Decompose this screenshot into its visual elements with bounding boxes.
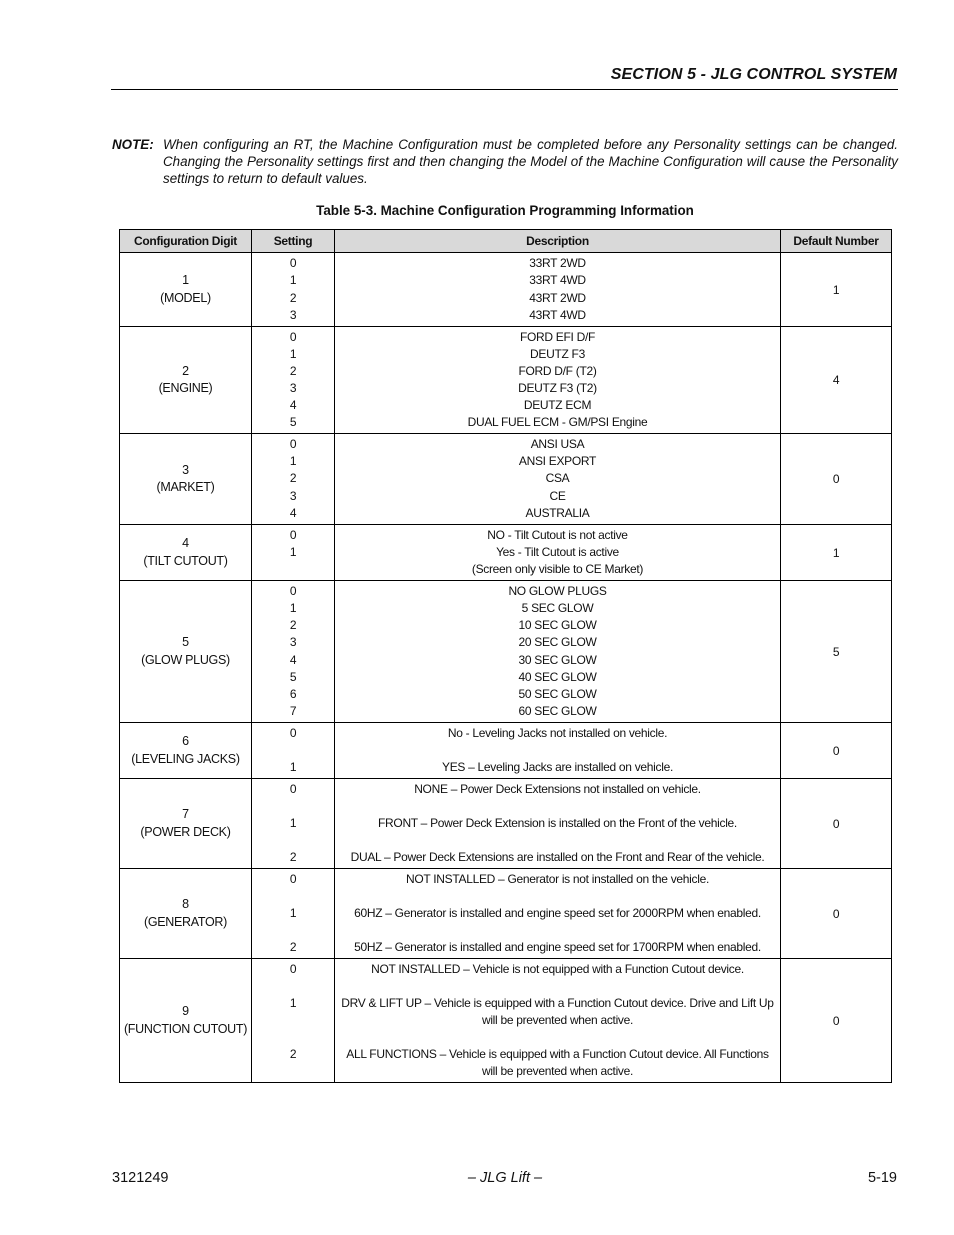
section-title: SECTION 5 - JLG CONTROL SYSTEM [610, 66, 897, 83]
configuration-digit-cell [120, 327, 252, 434]
setting-cell [252, 581, 335, 723]
setting-value: 2 [289, 290, 297, 305]
digit-label: (FUNCTION CUTOUT) [123, 1021, 248, 1036]
note-label: NOTE: [112, 137, 154, 152]
description-text: ANSI EXPORT [518, 454, 597, 469]
setting-value: 0 [289, 961, 297, 976]
setting-cell [252, 253, 335, 327]
description-text: NOT INSTALLED – Generator is not installed on the vehicle. [406, 871, 709, 886]
default-number-cell: 1 [781, 253, 892, 327]
description-text: AUSTRALIA [525, 505, 590, 520]
description-text: DEUTZ F3 [530, 346, 585, 361]
setting-value: 1 [289, 454, 297, 469]
description-text: CSA [545, 471, 570, 486]
description-text [335, 888, 780, 905]
digit-label: (MARKET) [156, 480, 215, 494]
default-number-cell: 0 [781, 869, 892, 959]
page-number: 5-19 [867, 1170, 897, 1186]
digit-number: 1 [182, 273, 189, 288]
column-header-setting: Setting [252, 230, 335, 253]
setting-cell [252, 327, 335, 434]
default-number-cell: 1 [781, 525, 892, 581]
table-row [120, 434, 892, 525]
description-text: FRONT – Power Deck Extension is installed on the Front of the vehicle. [378, 815, 737, 830]
setting-value: 0 [289, 329, 297, 344]
description-cell [335, 779, 781, 869]
setting-value: 3 [289, 381, 297, 395]
description-text: FORD EFI D/F [519, 329, 596, 344]
description-cell [335, 959, 781, 1083]
description-text: NONE – Power Deck Extensions not installed on vehicle. [414, 781, 701, 796]
description-text: YES – Leveling Jacks are installed on vehicle. [441, 760, 673, 775]
description-cell [335, 581, 781, 723]
table-row [120, 581, 892, 723]
description-text: 40 SEC GLOW [518, 669, 597, 684]
description-cell [335, 434, 781, 525]
digit-label: (LEVELING JACKS) [131, 751, 240, 766]
setting-value [252, 1012, 334, 1029]
configuration-digit-cell [120, 779, 252, 869]
table-row [120, 959, 892, 1083]
digit-number: 9 [182, 1004, 189, 1019]
setting-value: 1 [289, 601, 297, 616]
description-text: 5 SEC GLOW [521, 601, 594, 616]
setting-value: 0 [289, 437, 297, 452]
digit-label: (GLOW PLUGS) [141, 652, 230, 667]
description-text: 20 SEC GLOW [518, 635, 597, 650]
footer-brand: – JLG Lift – [467, 1170, 543, 1186]
configuration-digit-cell [120, 253, 252, 327]
description-text: 30 SEC GLOW [518, 652, 597, 667]
setting-value [252, 832, 334, 849]
setting-value: 1 [289, 995, 297, 1010]
digit-number: 2 [182, 363, 189, 378]
default-number-cell: 0 [781, 959, 892, 1083]
setting-value: 2 [289, 940, 297, 955]
setting-value [252, 978, 334, 995]
setting-value: 4 [289, 505, 297, 520]
description-text [335, 798, 780, 815]
default-number-cell: 4 [781, 327, 892, 434]
setting-cell [252, 434, 335, 525]
description-text [335, 978, 780, 995]
configuration-digit-cell [120, 723, 252, 779]
description-text: 10 SEC GLOW [518, 618, 597, 633]
setting-value [252, 1063, 334, 1080]
table-body [120, 253, 892, 1083]
description-text: DRV & LIFT UP – Vehicle is equipped with a Function Cutout device. Drive and Lift Up will be prevented when active. [341, 995, 774, 1027]
description-text: 60HZ – Generator is installed and engine speed set for 2000RPM when enabled. [354, 905, 761, 920]
setting-value: 1 [289, 815, 297, 830]
configuration-digit-cell [120, 434, 252, 525]
digit-label: (POWER DECK) [140, 824, 231, 839]
setting-value: 3 [289, 488, 297, 503]
setting-cell [252, 525, 335, 581]
description-text: DUAL FUEL ECM - GM/PSI Engine [467, 415, 648, 430]
setting-value: 3 [289, 307, 297, 322]
table-row [120, 723, 892, 779]
setting-value: 0 [289, 725, 297, 740]
setting-value: 1 [289, 346, 297, 361]
setting-value [252, 742, 334, 759]
table-row [120, 253, 892, 327]
description-text: NOT INSTALLED – Vehicle is not equipped with a Function Cutout device. [371, 961, 744, 976]
configuration-digit-cell [120, 869, 252, 959]
setting-value: 6 [289, 686, 297, 701]
description-text: DUAL – Power Deck Extensions are installed on the Front and Rear of the vehicle. [350, 850, 765, 865]
description-text [335, 922, 780, 939]
setting-value [252, 561, 334, 578]
digit-label: (MODEL) [160, 290, 211, 305]
digit-number: 7 [182, 807, 189, 822]
digit-number: 8 [182, 897, 189, 912]
digit-label: (GENERATOR) [143, 914, 228, 929]
document-number: 3121249 [112, 1170, 169, 1186]
description-text: DEUTZ ECM [523, 398, 592, 413]
description-text: FORD D/F (T2) [518, 363, 597, 378]
setting-value: 2 [289, 618, 297, 633]
setting-value: 2 [289, 1047, 297, 1062]
description-text: No - Leveling Jacks not installed on vehicle. [447, 725, 668, 740]
setting-value: 5 [289, 415, 297, 430]
setting-value [252, 922, 334, 939]
setting-cell [252, 779, 335, 869]
description-text: Yes - Tilt Cutout is active [496, 544, 619, 559]
setting-value: 0 [289, 256, 297, 271]
default-number-cell: 0 [781, 723, 892, 779]
setting-value: 0 [289, 527, 297, 542]
setting-value: 4 [289, 398, 297, 413]
default-number-cell: 0 [781, 779, 892, 869]
setting-value: 0 [289, 781, 297, 796]
description-text [335, 742, 780, 759]
note-block [112, 136, 898, 187]
table-row [120, 869, 892, 959]
description-text: 33RT 2WD [529, 256, 586, 271]
description-text [335, 1029, 780, 1046]
digit-label: (ENGINE) [158, 381, 213, 395]
note-text: When configuring an RT, the Machine Configuration must be completed before any Personality settings can be changed. Changing the Personality settings first and then changing the Model of the Machine Configuration will cause the Personality settings to return to default values. [163, 137, 898, 186]
column-header-configuration-digit: Configuration Digit [120, 230, 252, 253]
description-text: 43RT 4WD [529, 307, 586, 322]
description-text: CE [549, 488, 566, 503]
description-text: DEUTZ F3 (T2) [518, 381, 597, 395]
setting-value: 7 [289, 703, 297, 718]
description-cell [335, 253, 781, 327]
digit-number: 5 [182, 635, 189, 650]
description-text: ANSI USA [530, 437, 585, 452]
description-cell [335, 525, 781, 581]
description-text [335, 832, 780, 849]
description-text: 50HZ – Generator is installed and engine speed set for 1700RPM when enabled. [354, 940, 761, 955]
setting-value: 2 [289, 850, 297, 865]
setting-value [252, 798, 334, 815]
digit-label: (TILT CUTOUT) [143, 553, 228, 568]
configuration-digit-cell [120, 959, 252, 1083]
setting-value [252, 888, 334, 905]
setting-value: 0 [289, 871, 297, 886]
digit-number: 4 [182, 536, 189, 551]
description-text: NO - Tilt Cutout is not active [487, 527, 628, 542]
description-text: 43RT 2WD [529, 290, 586, 305]
setting-value: 0 [289, 584, 297, 599]
digit-number: 6 [182, 734, 189, 749]
digit-number: 3 [182, 462, 189, 477]
setting-value: 4 [289, 652, 297, 667]
setting-value: 1 [289, 905, 297, 920]
description-cell [335, 327, 781, 434]
description-text: 33RT 4WD [529, 273, 586, 288]
column-header-default-number: Default Number [781, 230, 892, 253]
description-cell [335, 869, 781, 959]
setting-value: 5 [289, 669, 297, 684]
description-cell [335, 723, 781, 779]
table-row [120, 779, 892, 869]
table-header-row [120, 230, 892, 253]
setting-value: 1 [289, 273, 297, 288]
configuration-digit-cell [120, 525, 252, 581]
description-text: 60 SEC GLOW [518, 703, 597, 718]
table-row [120, 525, 892, 581]
description-text: 50 SEC GLOW [518, 686, 597, 701]
setting-value: 1 [289, 544, 297, 559]
setting-value: 1 [289, 760, 297, 775]
column-header-description: Description [335, 230, 781, 253]
header-divider [111, 89, 898, 90]
configuration-digit-cell [120, 581, 252, 723]
default-number-cell: 0 [781, 434, 892, 525]
setting-cell [252, 869, 335, 959]
setting-cell [252, 723, 335, 779]
description-text: ALL FUNCTIONS – Vehicle is equipped with a Function Cutout device. All Functions will be prevented when active. [346, 1047, 769, 1079]
setting-value [252, 1029, 334, 1046]
setting-value: 3 [289, 635, 297, 650]
setting-value: 2 [289, 363, 297, 378]
table-row [120, 327, 892, 434]
table-title: Table 5-3. Machine Configuration Programming Information [316, 203, 694, 218]
setting-value: 2 [289, 471, 297, 486]
description-text: NO GLOW PLUGS [508, 584, 607, 599]
machine-configuration-table [119, 229, 892, 1083]
description-text: (Screen only visible to CE Market) [471, 562, 644, 577]
setting-cell [252, 959, 335, 1083]
default-number-cell: 5 [781, 581, 892, 723]
